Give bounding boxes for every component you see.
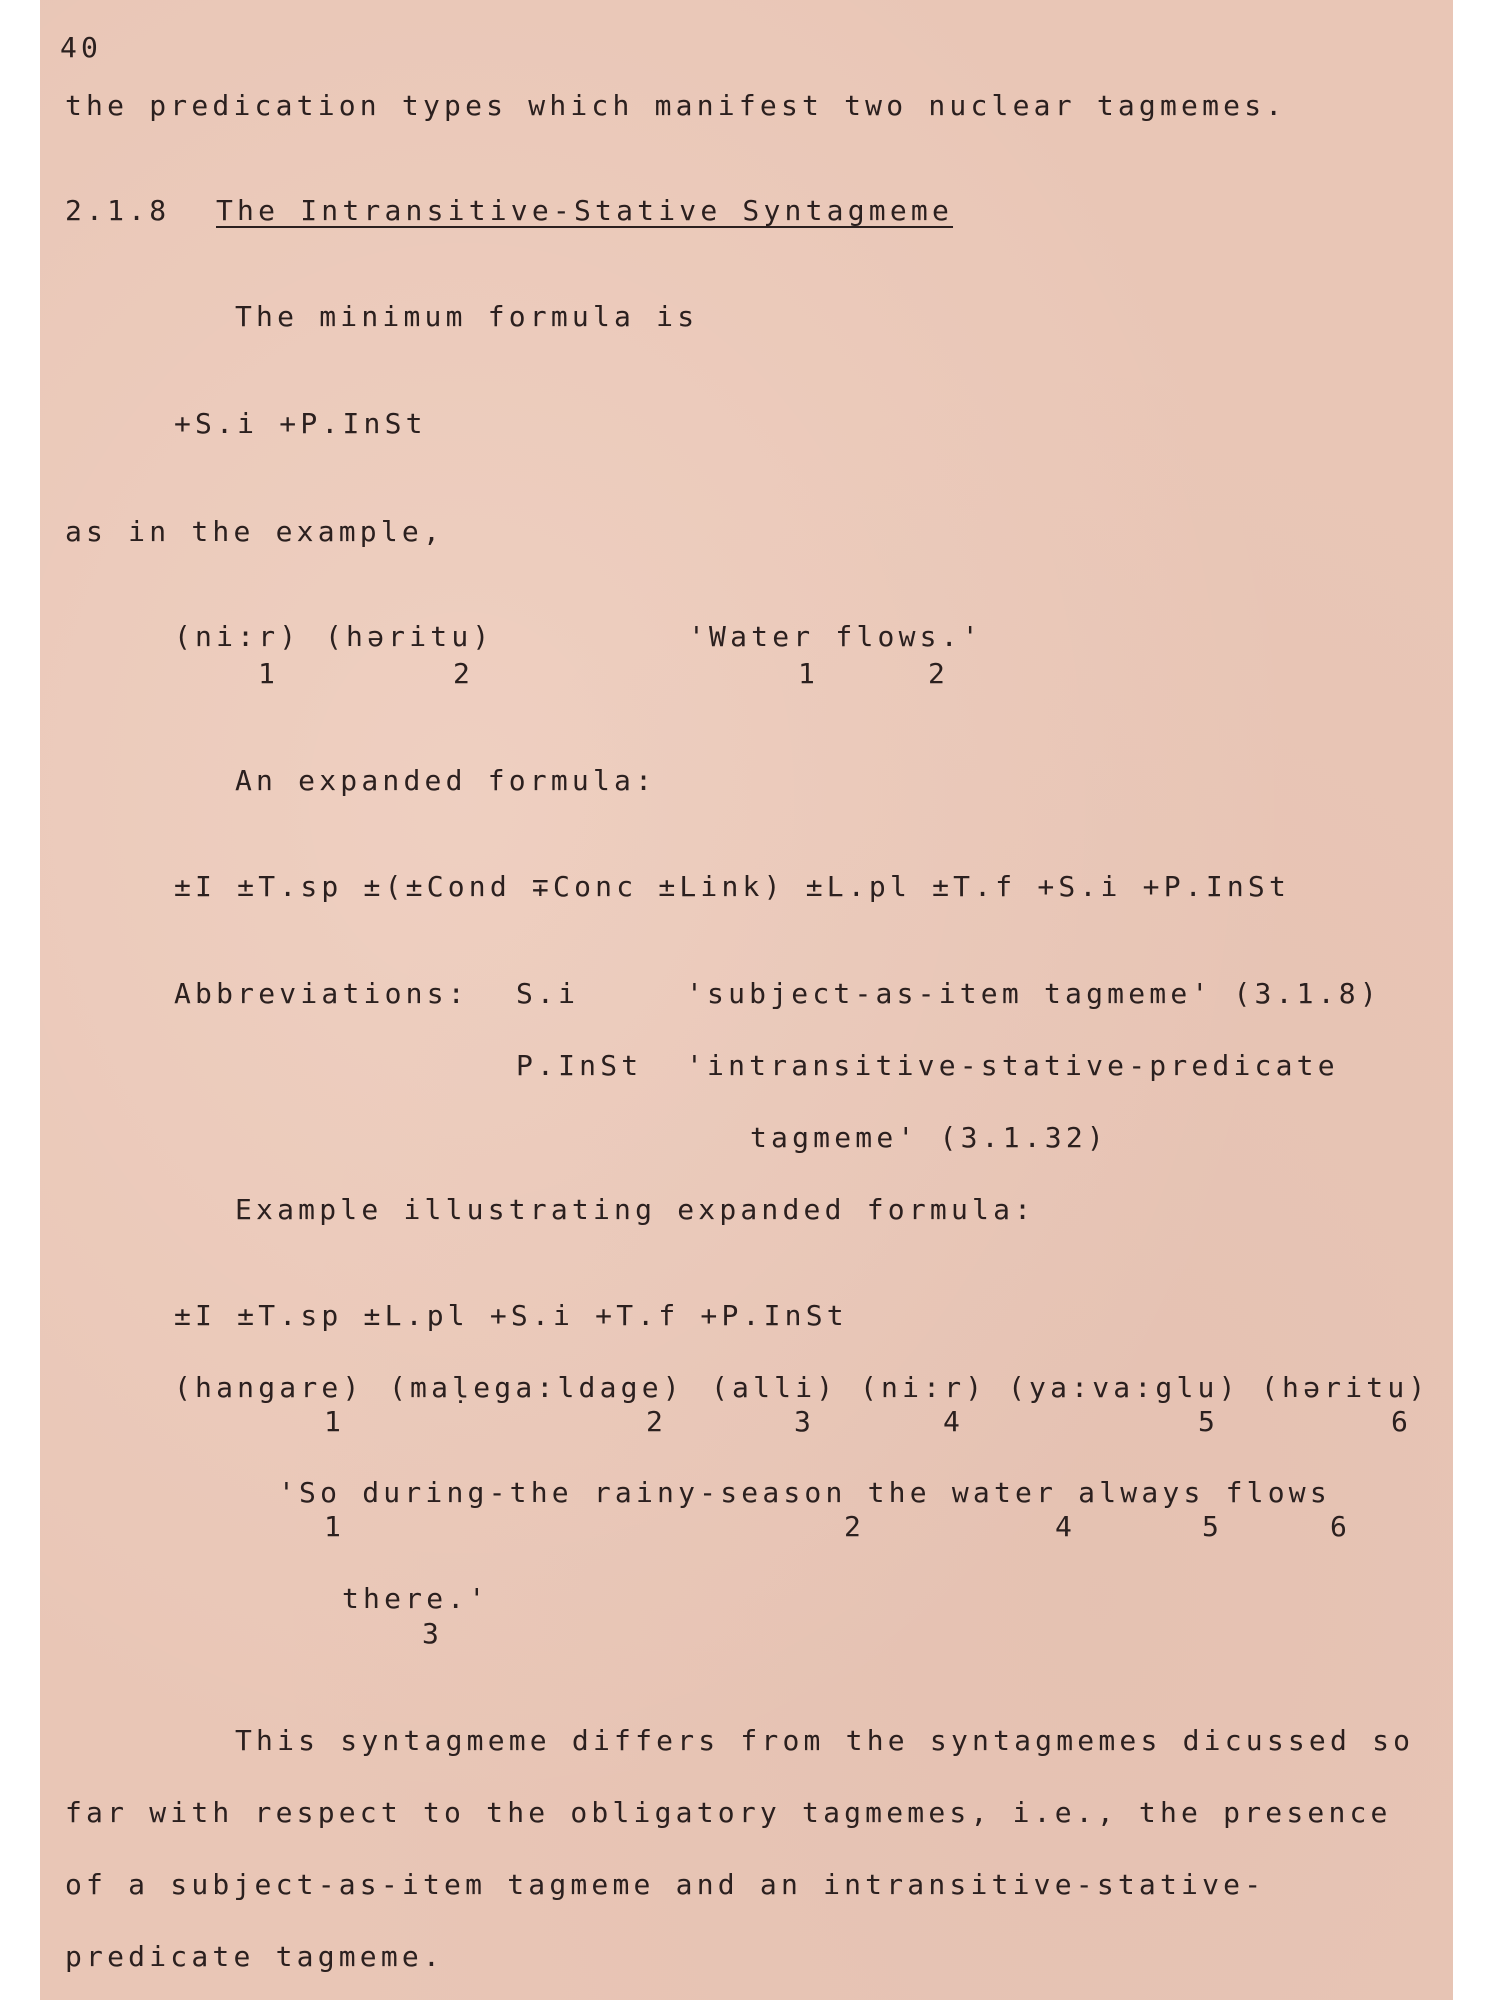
example2-index-3: 3 (794, 1405, 816, 1438)
example2-index-6: 6 (1391, 1405, 1413, 1438)
example1-translation-index-2: 2 (928, 657, 950, 690)
example2-index-4: 4 (943, 1405, 965, 1438)
page-number: 40 (60, 31, 103, 64)
abbreviation-description: 'intransitive-stative-predicate (686, 1049, 1339, 1082)
abbreviations-label: Abbreviations: (174, 977, 469, 1010)
document-page (40, 0, 1453, 2000)
example1-translation: 'Water flows.' (688, 620, 983, 653)
example2-word-4: (ni:r) (860, 1371, 987, 1404)
minimum-formula-intro: The minimum formula is (235, 300, 699, 333)
section-number: 2.1.8 (65, 194, 171, 227)
example1-phrase-2: (həritu) (325, 620, 494, 653)
translation-index: 3 (422, 1617, 444, 1650)
example2-index-2: 2 (646, 1405, 668, 1438)
translation-index: 1 (324, 1510, 346, 1543)
example2-translation-line-1: 'So during-the rainy-season the water always flows (278, 1476, 1331, 1509)
example2-index-1: 1 (324, 1405, 346, 1438)
abbreviation-description: 'subject-as-item tagmeme' (3.1.8) (686, 977, 1381, 1010)
example1-index-1: 1 (258, 657, 280, 690)
translation-index: 4 (1055, 1510, 1077, 1543)
paragraph-line-2: far with respect to the obligatory tagmemes, i.e., the presence (65, 1796, 1392, 1829)
example2-word-6: (həritu) (1261, 1371, 1430, 1404)
paragraph-line-1: This syntagmeme differs from the syntagmemes dicussed so (235, 1724, 1415, 1757)
example2-word-1: (hangare) (174, 1371, 364, 1404)
section-title: The Intransitive-Stative Syntagmeme (216, 194, 954, 227)
abbreviation-description-continued: tagmeme' (3.1.32) (750, 1121, 1108, 1154)
example1-phrase-1: (ni:r) (174, 620, 301, 653)
example2-word-3: (alli) (711, 1371, 838, 1404)
example1-index-2: 2 (453, 657, 475, 690)
example-expanded-intro: Example illustrating expanded formula: (235, 1193, 1036, 1226)
example1-translation-index-1: 1 (798, 657, 820, 690)
example2-formula: ±I ±T.sp ±L.pl +S.i +T.f +P.InSt (174, 1299, 848, 1332)
paragraph-line-3: of a subject-as-item tagmeme and an intransitive-stative- (65, 1868, 1266, 1901)
expanded-formula: ±I ±T.sp ±(±Cond ∓Conc ±Link) ±L.pl ±T.f +S.i +P.InSt (174, 870, 1291, 903)
example2-word-2: (maḷega:ldage) (389, 1371, 684, 1404)
example2-word-5: (ya:va:glu) (1008, 1371, 1240, 1404)
translation-index: 2 (844, 1510, 866, 1543)
example2-translation-line-2: there.' (342, 1582, 490, 1615)
example-intro: as in the example, (65, 515, 445, 548)
example2-index-5: 5 (1198, 1405, 1220, 1438)
abbreviation-term: P.InSt (516, 1049, 643, 1082)
minimum-formula: +S.i +P.InSt (174, 407, 427, 440)
intro-line: the predication types which manifest two nuclear tagmemes. (65, 89, 1287, 122)
paragraph-line-4: predicate tagmeme. (65, 1940, 445, 1973)
expanded-formula-intro: An expanded formula: (235, 764, 657, 797)
abbreviation-term: S.i (516, 977, 580, 1010)
translation-index: 6 (1330, 1510, 1352, 1543)
translation-index: 5 (1202, 1510, 1224, 1543)
